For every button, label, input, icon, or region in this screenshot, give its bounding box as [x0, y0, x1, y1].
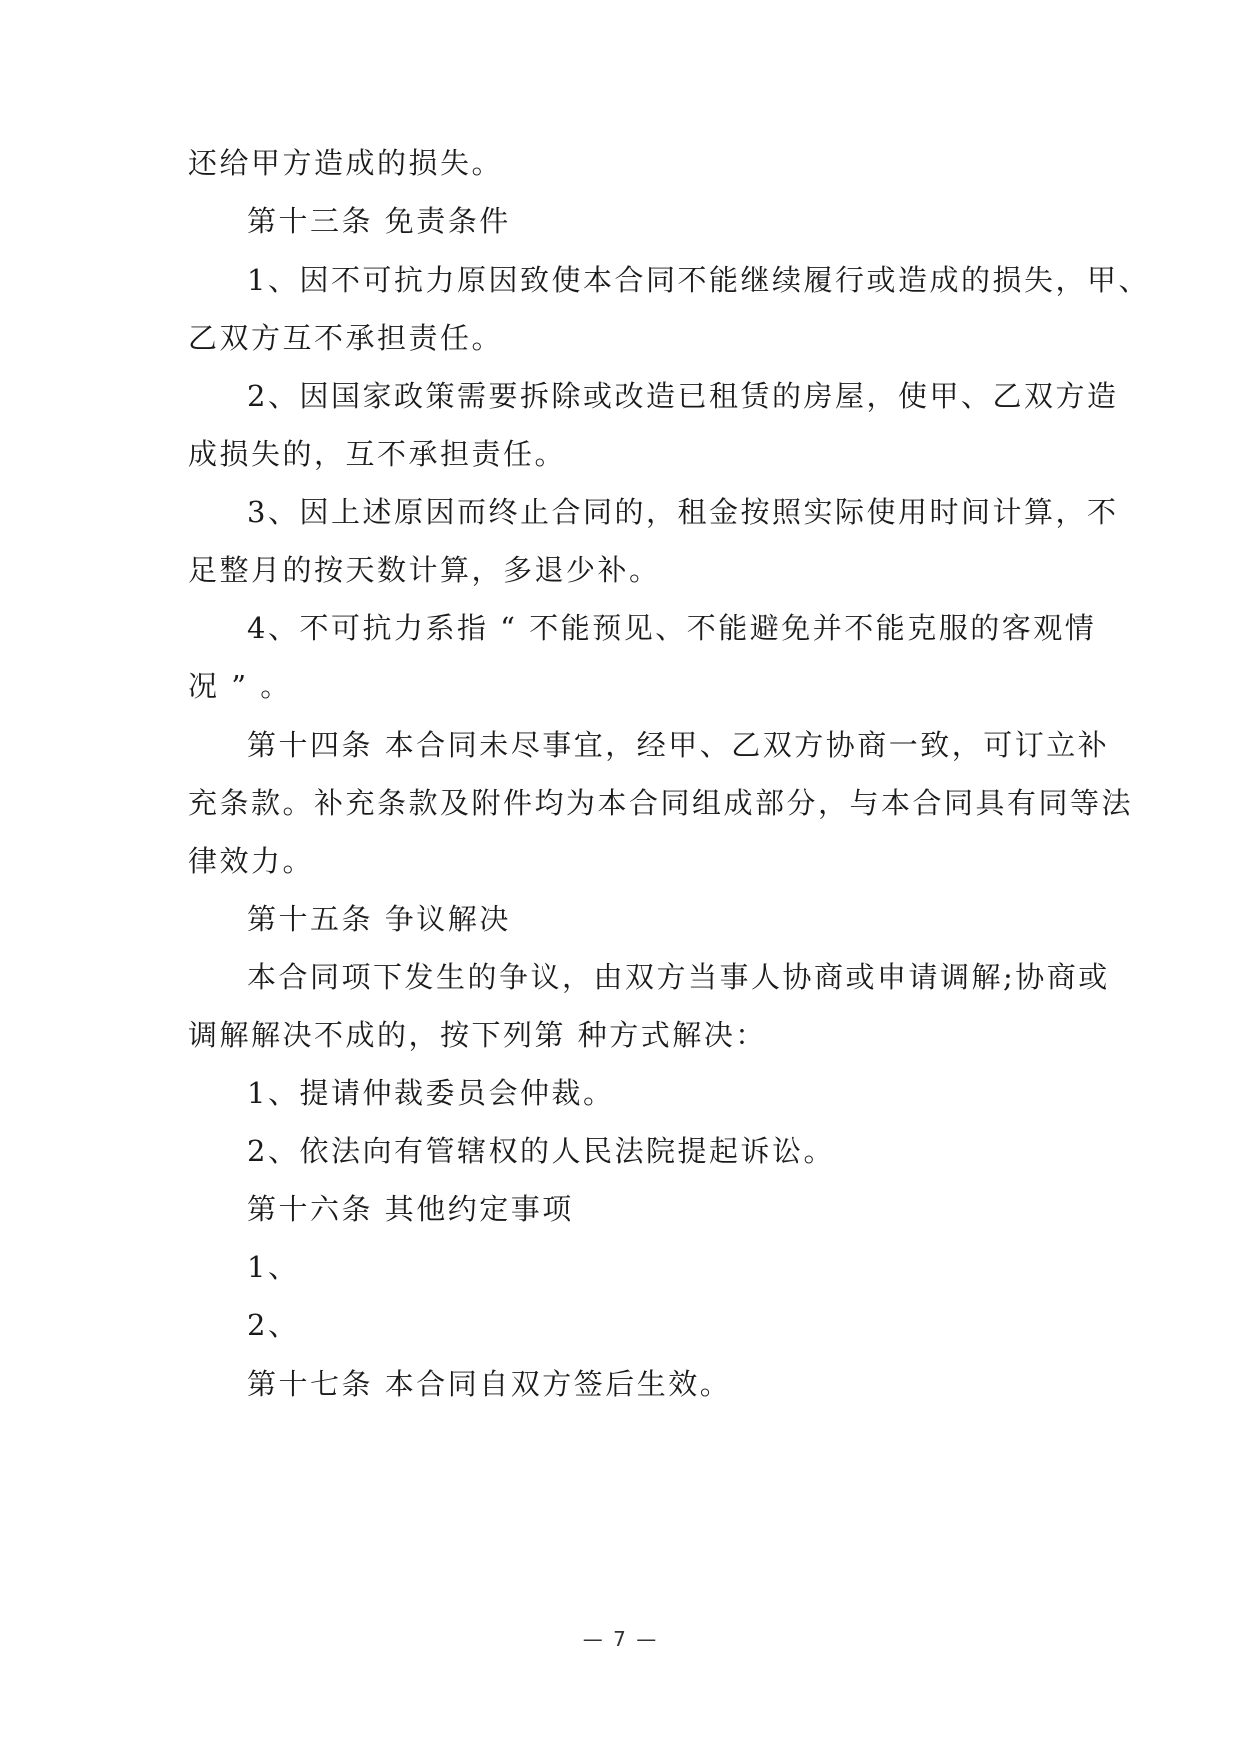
- line-12: 充条款。补充条款及附件均为本合同组成部分，与本合同具有同等法: [188, 786, 1134, 820]
- heading-article-15: 第十五条 争议解决: [247, 902, 511, 936]
- line-21: 2、: [247, 1308, 300, 1342]
- heading-article-14: 第十四条 本合同未尽事宜，经甲、乙双方协商一致，可订立补: [247, 728, 1110, 762]
- line-6: 成损失的，互不承担责任。: [188, 437, 567, 471]
- line-15: 本合同项下发生的争议，由双方当事人协商或申请调解;协商或: [247, 960, 1110, 994]
- line-9: 4、不可抗力系指 “ 不能预见、不能避免并不能克服的客观情: [247, 611, 1097, 645]
- page-number: — 7 —: [582, 1627, 659, 1651]
- line-17: 1、提请仲裁委员会仲裁。: [247, 1076, 615, 1110]
- line-8: 足整月的按天数计算，多退少补。: [188, 553, 661, 587]
- heading-article-17: 第十七条 本合同自双方签后生效。: [247, 1367, 732, 1401]
- line-18: 2、依法向有管辖权的人民法院提起诉讼。: [247, 1134, 835, 1168]
- line-20: 1、: [247, 1250, 300, 1284]
- line-4: 乙双方互不承担责任。: [188, 321, 504, 355]
- line-13: 律效力。: [188, 844, 315, 878]
- line-5: 2、因国家政策需要拆除或改造已租赁的房屋，使甲、乙双方造: [247, 379, 1119, 413]
- line-3: 1、因不可抗力原因致使本合同不能继续履行或造成的损失，甲、: [247, 263, 1150, 297]
- heading-article-16: 第十六条 其他约定事项: [247, 1192, 574, 1226]
- line-7: 3、因上述原因而终止合同的，租金按照实际使用时间计算，不: [247, 495, 1119, 529]
- heading-article-13: 第十三条 免责条件: [247, 204, 511, 238]
- line-16: 调解解决不成的，按下列第 种方式解决：: [188, 1018, 767, 1052]
- line-1: 还给甲方造成的损失。: [188, 146, 504, 180]
- line-10: 况 ” 。: [188, 669, 292, 703]
